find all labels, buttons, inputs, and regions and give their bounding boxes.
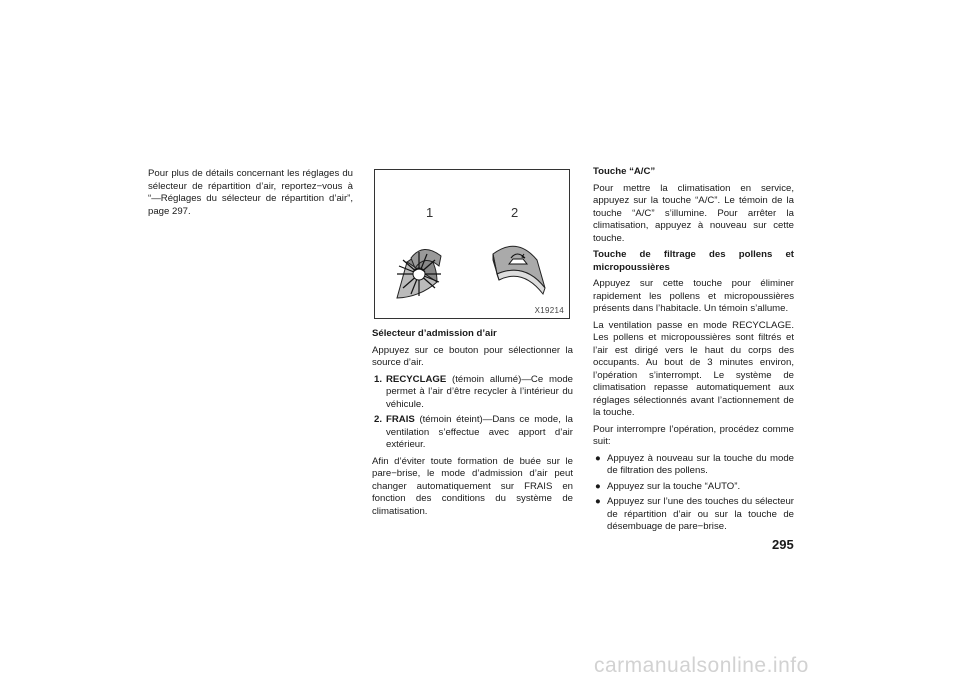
- list-item: [593, 496, 794, 534]
- bullet-text: Appuyez à nouveau sur la touche du mode de filtration des pollens.: [607, 452, 794, 476]
- bullet-icon: ●: [595, 452, 601, 464]
- list-number: 2.: [374, 414, 383, 425]
- mode-list: [372, 374, 573, 452]
- ac-paragraph: Pour mettre la climatisation en service, appuyez sur la touche “A/C”. Le témoin de la touche “A/C” s’illumine. Pour arrêter la climatisation, appuyez à nouveau sur cette touche.: [593, 182, 794, 244]
- list-item: [372, 414, 573, 452]
- list-text: (témoin éteint)—Dans ce mode, la ventilation s’effectue avec apport d’air extérieur.: [386, 414, 573, 450]
- middle-column: [372, 328, 573, 522]
- recycle-button-figure: [374, 169, 570, 319]
- pollen-paragraph: Appuyez sur cette touche pour éliminer rapidement les pollens et micropoussières présents dans l’habitacle. Un témoin s’allume.: [593, 278, 794, 314]
- list-item: [372, 374, 573, 412]
- bullet-text: Appuyez sur la touche “AUTO”.: [607, 480, 741, 492]
- intro-paragraph: Pour plus de détails concernant les réglages du sélecteur de répartition d’air, reportez−vous à “—Réglages du sélecteur de répartition d’air”, page 297.: [148, 168, 353, 217]
- right-column: [593, 166, 794, 537]
- figure-code: X19214: [534, 306, 564, 315]
- page-number: 295: [772, 537, 794, 552]
- bullet-list: [593, 453, 794, 534]
- list-number: 1.: [374, 373, 383, 385]
- figure-label-1: 1: [426, 205, 434, 220]
- bullet-icon: ●: [595, 480, 601, 492]
- button-illustration: [375, 170, 571, 320]
- section-heading-ac: Touche “A/C”: [593, 166, 656, 177]
- interrupt-paragraph: Pour interrompre l’opération, procédez comme suit:: [593, 423, 794, 447]
- ventilation-paragraph: La ventilation passe en mode RECYCLAGE. Les pollens et micropoussières sont filtrés et l’air est dirigé vers le haut du corps des occupants. Au bout de 3 minutes environ, l’opération s’interrompt. Le système de climatisation repasse automatiquement aux réglages sélectionnés avant l’actionnement de la touche.: [593, 319, 794, 418]
- closing-paragraph: Afin d’éviter toute formation de buée sur le pare−brise, le mode d’admission d’air peut changer automatiquement sur FRAIS en fonction des conditions du système de climatisation.: [372, 455, 573, 517]
- recycle-button-lit: [397, 249, 441, 298]
- watermark: carmanualsonline.info: [594, 654, 809, 677]
- intro-paragraph: Appuyez sur ce bouton pour sélectionner la source d’air.: [372, 344, 573, 368]
- bullet-text: Appuyez sur l’une des touches du sélecteur de répartition d’air ou sur la touche de désembuage de pare−brise.: [607, 496, 794, 532]
- bullet-icon: ●: [595, 496, 601, 507]
- figure-label-2: 2: [511, 205, 519, 220]
- section-heading-pollen-filter: Touche de filtrage des pollens et micropoussières: [593, 249, 794, 273]
- recycle-button-unlit: [493, 246, 545, 294]
- list-text: (témoin allumé)—Ce mode permet à l’air d’être recycler à l’intérieur du véhicule.: [386, 373, 573, 410]
- left-column: [148, 168, 353, 222]
- section-heading-air-intake: Sélecteur d’admission d’air: [372, 328, 497, 339]
- list-term: RECYCLAGE: [386, 373, 447, 385]
- list-item: [593, 453, 794, 478]
- list-term: FRAIS: [386, 414, 415, 425]
- list-item: [593, 481, 794, 494]
